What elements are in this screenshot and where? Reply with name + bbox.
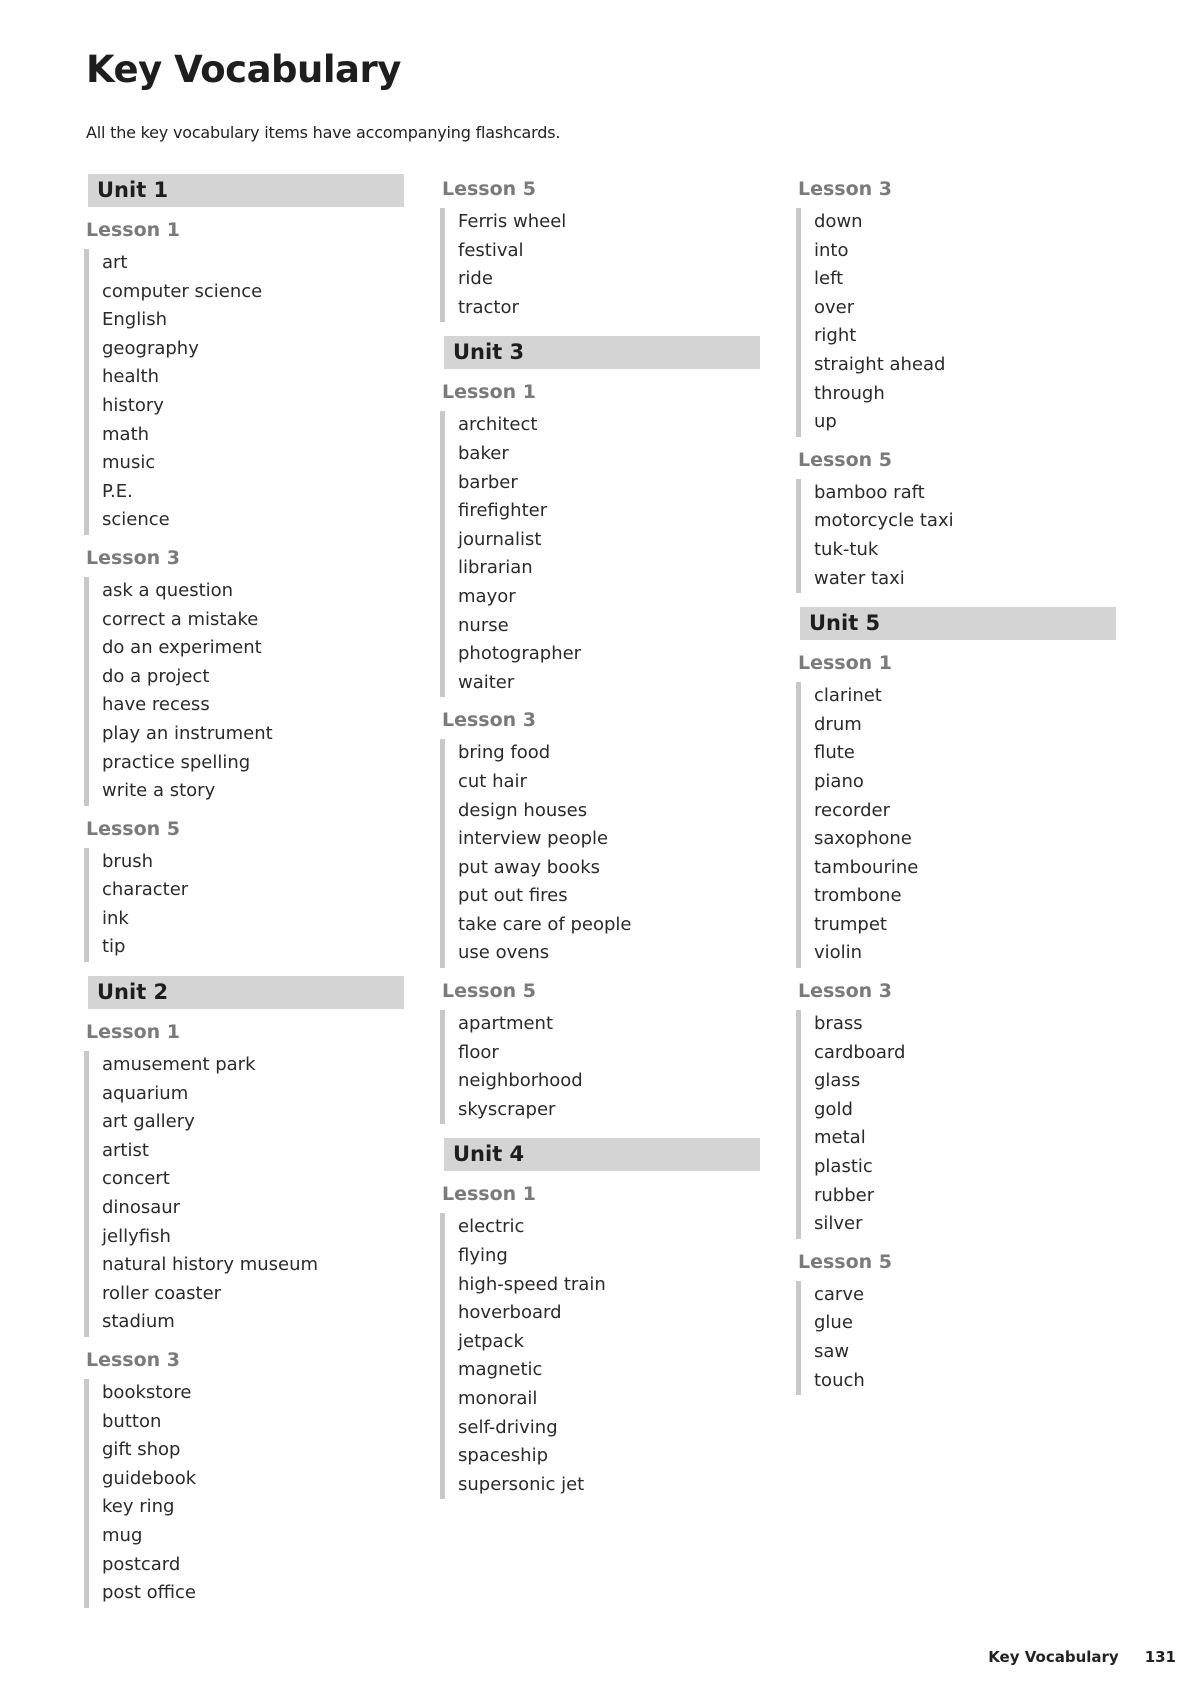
vocabulary-list (796, 208, 1116, 437)
lesson-title: Lesson 5 (798, 448, 893, 471)
lesson-block (796, 1247, 1116, 1395)
vocabulary-item: dinosaur (102, 1197, 181, 1219)
vocabulary-item: jellyfish (102, 1225, 171, 1247)
vocabulary-item: neighborhood (458, 1070, 583, 1092)
vocabulary-list (796, 479, 1116, 593)
vocabulary-item: nurse (458, 614, 509, 636)
vocabulary-item: gift shop (102, 1439, 181, 1461)
vocabulary-item: spaceship (458, 1445, 549, 1467)
vocabulary-list (796, 1010, 1116, 1239)
vocabulary-item: button (102, 1410, 162, 1432)
vocabulary-item: gold (814, 1098, 853, 1120)
vocabulary-item: cut hair (458, 770, 527, 792)
vocabulary-item: high-speed train (458, 1273, 606, 1295)
vocabulary-item: aquarium (102, 1082, 189, 1104)
vocabulary-item: guidebook (102, 1467, 197, 1489)
unit-header: Unit 2 (88, 976, 404, 1009)
vocabulary-item: recorder (814, 799, 890, 821)
vocabulary-list (440, 1010, 760, 1124)
lesson-block (440, 174, 760, 322)
lesson-title: Lesson 5 (442, 178, 537, 200)
vocabulary-item: self-driving (458, 1416, 558, 1438)
column-2 (440, 174, 760, 1507)
lesson-title: Lesson 5 (86, 817, 181, 840)
vocabulary-item: piano (814, 770, 864, 792)
lesson-title: Lesson 3 (442, 709, 537, 732)
lesson-title: Lesson 3 (798, 980, 893, 1003)
lesson-block (84, 215, 404, 535)
vocabulary-item: roller coaster (102, 1282, 222, 1304)
lesson-block (796, 445, 1116, 593)
vocabulary-item: glass (814, 1070, 861, 1092)
vocabulary-item: straight ahead (814, 353, 946, 375)
lesson-block (796, 174, 1116, 437)
vocabulary-item: correct a mistake (102, 608, 259, 630)
lesson-block (796, 976, 1116, 1239)
column-3 (796, 174, 1116, 1403)
vocabulary-list (440, 208, 760, 322)
vocabulary-item: up (814, 411, 837, 433)
vocabulary-item: architect (458, 414, 538, 436)
vocabulary-item: plastic (814, 1156, 873, 1178)
vocabulary-item: brass (814, 1013, 863, 1035)
vocabulary-item: into (814, 239, 849, 261)
vocabulary-item: saw (814, 1341, 850, 1362)
vocabulary-list (440, 739, 760, 968)
vocabulary-item: design houses (458, 799, 588, 821)
vocabulary-item: through (814, 382, 885, 404)
lesson-title: Lesson 5 (798, 1250, 893, 1273)
vocabulary-item: do an experiment (102, 637, 262, 659)
vocabulary-item: ink (102, 907, 129, 929)
lesson-block (440, 1179, 760, 1499)
vocabulary-list (796, 1281, 1116, 1395)
lesson-title: Lesson 1 (798, 652, 893, 675)
vocabulary-item: bookstore (102, 1382, 192, 1403)
vocabulary-item: geography (102, 337, 199, 359)
page-number: 131 (1144, 1648, 1176, 1666)
unit-header: Unit 1 (88, 174, 404, 207)
vocabulary-item: amusement park (102, 1054, 256, 1076)
vocabulary-item: over (814, 296, 855, 318)
vocabulary-item: down (814, 211, 863, 232)
vocabulary-item: saxophone (814, 828, 912, 850)
vocabulary-item: supersonic jet (458, 1473, 585, 1495)
vocabulary-item: photographer (458, 643, 582, 665)
vocabulary-item: touch (814, 1369, 865, 1391)
vocabulary-item: post office (102, 1582, 196, 1604)
vocabulary-item: carve (814, 1283, 865, 1305)
vocabulary-item: monorail (458, 1388, 538, 1409)
vocabulary-item: motorcycle taxi (814, 510, 954, 532)
vocabulary-item: violin (814, 942, 863, 964)
vocabulary-item: firefighter (458, 500, 548, 522)
vocabulary-item: festival (458, 239, 524, 261)
vocabulary-item: put away books (458, 856, 601, 878)
vocabulary-item: bring food (458, 742, 551, 764)
vocabulary-item: water taxi (814, 567, 905, 589)
vocabulary-item: brush (102, 850, 154, 872)
vocabulary-item: artist (102, 1139, 149, 1161)
vocabulary-item: bamboo raft (814, 481, 925, 503)
vocabulary-item: tractor (458, 296, 519, 318)
vocabulary-item: have recess (102, 694, 210, 716)
unit-header: Unit 4 (444, 1138, 760, 1171)
vocabulary-item: math (102, 423, 150, 445)
vocabulary-item: stadium (102, 1311, 175, 1333)
vocabulary-item: silver (814, 1213, 863, 1235)
lesson-block (440, 377, 760, 697)
vocabulary-item: trumpet (814, 913, 887, 935)
lesson-block (84, 1017, 404, 1337)
lesson-title: Lesson 1 (442, 1183, 537, 1206)
vocabulary-item: trombone (814, 885, 902, 907)
vocabulary-item: tuk-tuk (814, 538, 879, 560)
vocabulary-item: left (814, 268, 844, 290)
vocabulary-item: tip (102, 936, 126, 958)
vocabulary-item: tambourine (814, 856, 919, 878)
vocabulary-item: rubber (814, 1184, 875, 1206)
lesson-title: Lesson 1 (86, 1021, 181, 1044)
lesson-title: Lesson 3 (798, 178, 893, 200)
vocabulary-item: art gallery (102, 1111, 195, 1133)
vocabulary-item: barber (458, 471, 518, 493)
vocabulary-item: play an instrument (102, 722, 273, 744)
vocabulary-item: apartment (458, 1013, 554, 1035)
vocabulary-item: cardboard (814, 1041, 906, 1063)
lesson-block (84, 543, 404, 806)
unit-header: Unit 5 (800, 607, 1116, 640)
vocabulary-item: journalist (458, 528, 542, 550)
vocabulary-item: practice spelling (102, 751, 251, 773)
vocabulary-item: postcard (102, 1553, 181, 1575)
vocabulary-list (440, 1213, 760, 1499)
vocabulary-list (84, 577, 404, 806)
vocabulary-item: English (102, 309, 167, 331)
vocabulary-item: clarinet (814, 685, 882, 707)
page-footer (988, 1648, 1176, 1666)
lesson-block (440, 705, 760, 968)
unit-header: Unit 3 (444, 336, 760, 369)
vocabulary-item: flying (458, 1245, 508, 1267)
vocabulary-item: art (102, 252, 128, 273)
vocabulary-item: ride (458, 268, 493, 290)
vocabulary-item: P.E. (102, 480, 133, 502)
footer-section-title: Key Vocabulary (988, 1648, 1119, 1666)
vocabulary-list (84, 1051, 404, 1337)
vocabulary-item: hoverboard (458, 1302, 562, 1324)
column-1 (84, 174, 404, 1616)
vocabulary-item: key ring (102, 1496, 175, 1518)
vocabulary-item: music (102, 452, 156, 474)
vocabulary-item: interview people (458, 828, 609, 850)
lesson-block (84, 814, 404, 962)
vocabulary-item: use ovens (458, 942, 550, 964)
intro-text: All the key vocabulary items have accompanying flashcards. (86, 123, 561, 142)
vocabulary-list (440, 411, 760, 697)
lesson-title: Lesson 1 (86, 219, 181, 241)
vocabulary-item: do a project (102, 665, 210, 687)
vocabulary-item: computer science (102, 280, 263, 302)
vocabulary-item: science (102, 509, 170, 531)
vocabulary-item: magnetic (458, 1359, 543, 1381)
vocabulary-item: mayor (458, 585, 516, 607)
lesson-title: Lesson 3 (86, 546, 181, 569)
vocabulary-item: librarian (458, 557, 533, 579)
vocabulary-item: take care of people (458, 913, 632, 935)
vocabulary-list (84, 249, 404, 535)
vocabulary-item: natural history museum (102, 1254, 319, 1276)
vocabulary-list (84, 1379, 404, 1608)
vocabulary-list (796, 682, 1116, 968)
vocabulary-item: right (814, 325, 857, 347)
vocabulary-item: floor (458, 1041, 499, 1063)
vocabulary-item: waiter (458, 671, 515, 693)
lesson-block (440, 976, 760, 1124)
vocabulary-item: jetpack (458, 1330, 524, 1352)
vocabulary-item: glue (814, 1312, 853, 1334)
vocabulary-item: write a story (102, 780, 216, 802)
vocabulary-item: flute (814, 742, 855, 764)
vocabulary-item: character (102, 879, 189, 901)
vocabulary-item: electric (458, 1216, 525, 1238)
lesson-block (796, 648, 1116, 968)
vocabulary-item: health (102, 366, 159, 388)
vocabulary-item: Ferris wheel (458, 211, 567, 232)
vocabulary-item: baker (458, 442, 509, 464)
lesson-block (84, 1345, 404, 1608)
vocabulary-item: skyscraper (458, 1098, 556, 1120)
vocabulary-item: concert (102, 1168, 170, 1190)
vocabulary-item: mug (102, 1524, 143, 1546)
lesson-title: Lesson 5 (442, 980, 537, 1003)
vocabulary-item: metal (814, 1127, 866, 1149)
vocabulary-item: put out fires (458, 885, 568, 907)
vocabulary-item: drum (814, 713, 862, 735)
lesson-title: Lesson 3 (86, 1349, 181, 1371)
vocabulary-item: ask a question (102, 579, 234, 601)
vocabulary-item: history (102, 394, 164, 416)
lesson-title: Lesson 1 (442, 381, 537, 404)
page-title: Key Vocabulary (86, 48, 401, 91)
vocabulary-list (84, 848, 404, 962)
